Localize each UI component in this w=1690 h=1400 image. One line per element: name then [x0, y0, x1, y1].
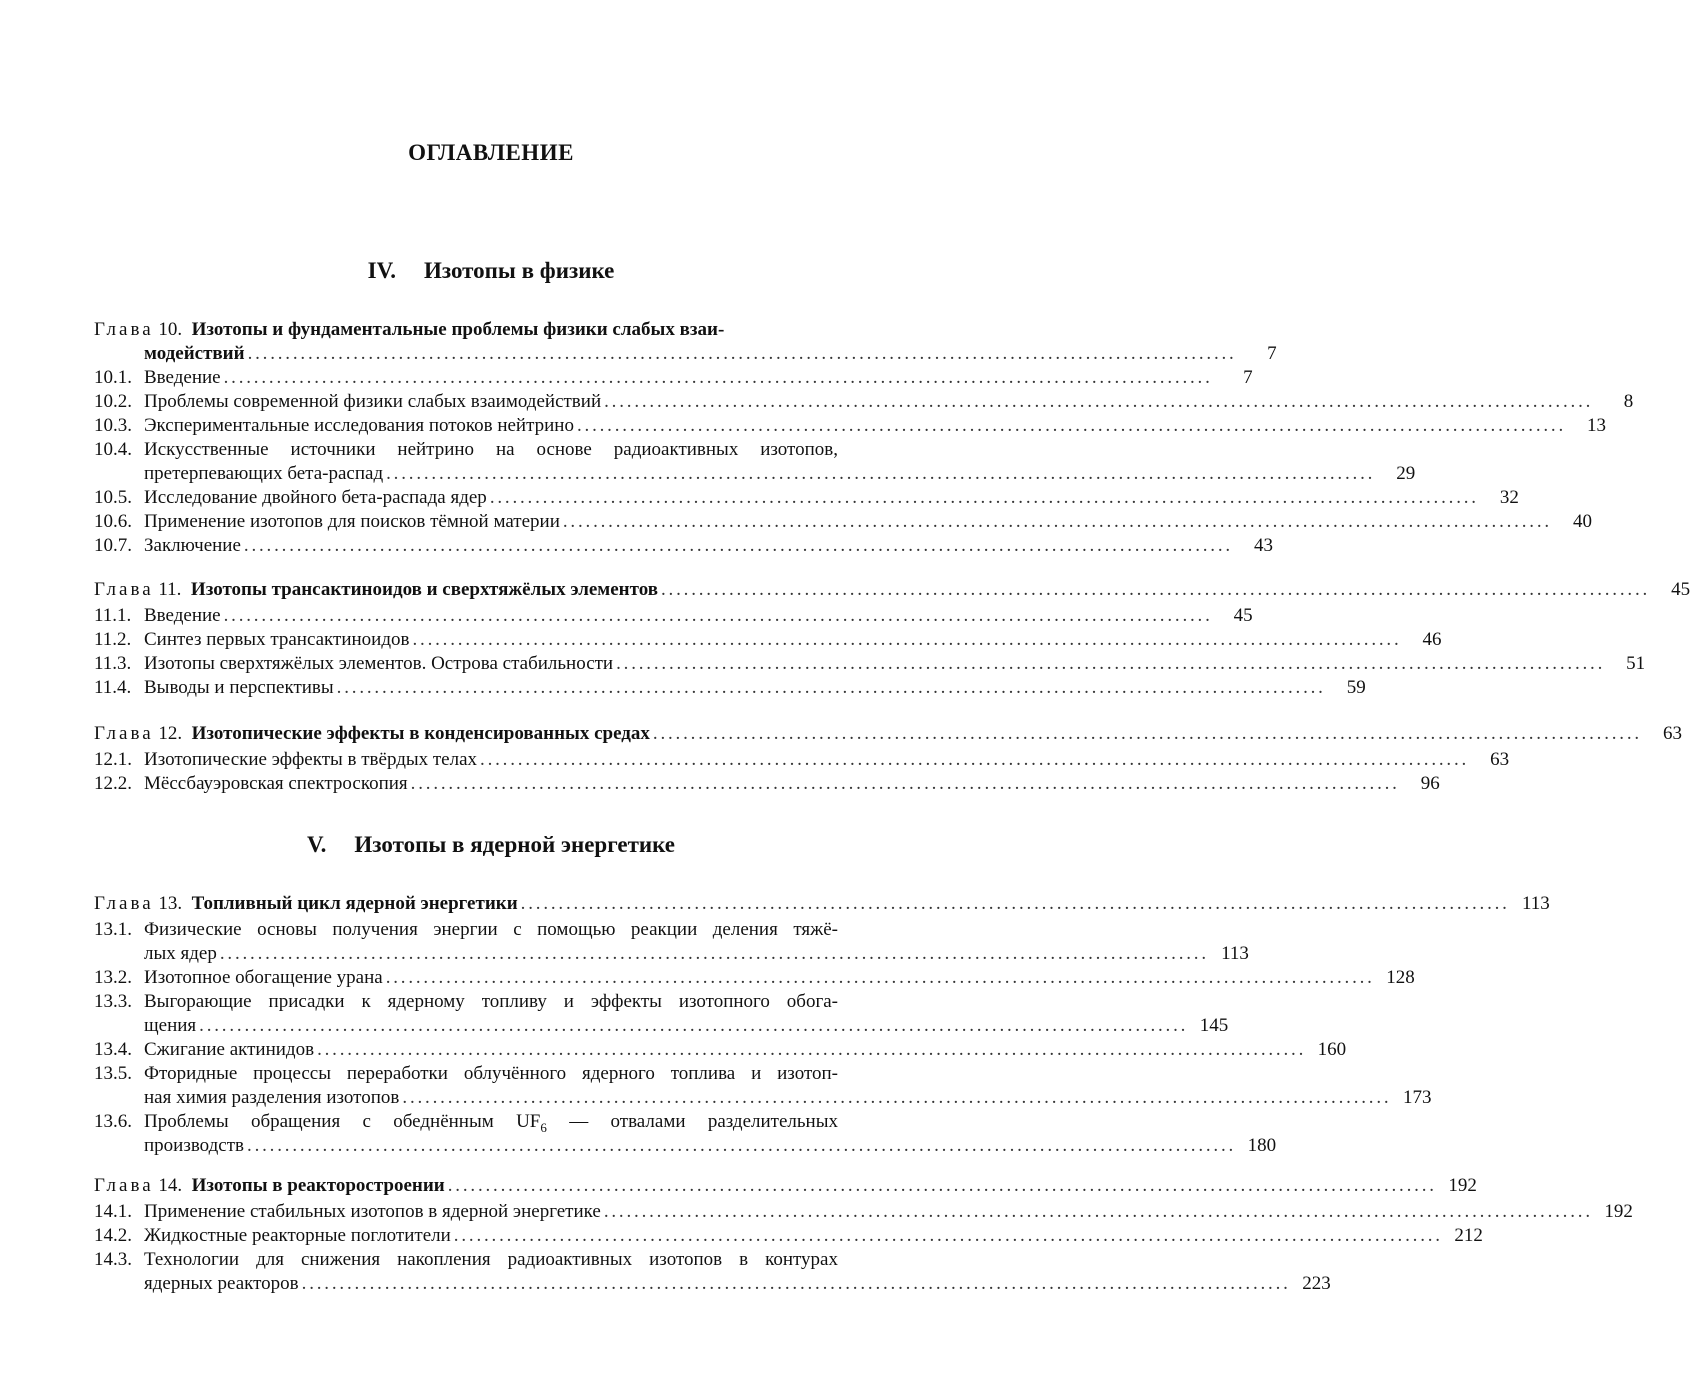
section-title: Экспериментальные исследования потоков нейтрино	[144, 415, 574, 436]
toc-entry[interactable]	[144, 748, 1510, 772]
page-number: 180	[1247, 1135, 1277, 1156]
leader-dots: ...................................................................................................................................	[453, 1225, 1443, 1246]
leader-dots: ...................................................................................................................................	[402, 1087, 1392, 1108]
page-number: 173	[1402, 1087, 1432, 1108]
leader-dots: ...................................................................................................................................	[317, 1039, 1307, 1060]
subscript: 6	[540, 1119, 547, 1135]
chapter-10-heading-cont[interactable]	[144, 342, 1277, 366]
section-number: 11.4.	[94, 677, 132, 698]
chapter-13-heading[interactable]	[94, 892, 1550, 916]
section-number: 10.6.	[94, 511, 132, 532]
leader-dots: ...................................................................................................................................	[447, 1175, 1437, 1196]
section-number: 10.2.	[94, 391, 132, 412]
section-title-cont: производств	[144, 1135, 245, 1156]
page-number: 63	[1490, 749, 1510, 770]
leader-dots: ...................................................................................................................................	[616, 653, 1606, 674]
page-number: 43	[1253, 535, 1273, 556]
section-title: Мёссбауэровская спектроскопия	[144, 773, 408, 794]
page-number: 7	[1243, 367, 1253, 388]
leader-dots: ...................................................................................................................................	[562, 511, 1552, 532]
toc-entry[interactable]	[144, 676, 1366, 700]
section-title: Применение изотопов для поисков тёмной материи	[144, 511, 560, 532]
leader-dots: ...................................................................................................................................	[412, 629, 1402, 650]
leader-dots: ...................................................................................................................................	[480, 749, 1470, 770]
page-number: 192	[1604, 1201, 1633, 1222]
toc-entry[interactable]	[144, 1224, 1483, 1248]
section-number: 11.3.	[94, 653, 132, 674]
chapter-word: Глава	[94, 723, 154, 744]
toc-entry[interactable]	[144, 628, 1442, 652]
chapter-number: 13.	[158, 893, 183, 914]
leader-dots: ...................................................................................................................................	[410, 773, 1400, 794]
chapter-title: Изотопы в реакторостроении	[191, 1175, 445, 1196]
part-number: V.	[306, 832, 327, 857]
toc-entry[interactable]	[144, 1038, 1347, 1062]
toc-entry-cont[interactable]	[144, 462, 1416, 486]
chapter-14-heading[interactable]	[94, 1174, 1477, 1198]
page-number: 212	[1454, 1225, 1483, 1246]
leader-dots: ...................................................................................................................................	[223, 605, 1213, 626]
toc-entry[interactable]	[144, 652, 1646, 676]
toc-entry-cont[interactable]	[144, 1272, 1331, 1296]
leader-dots: ...................................................................................................................................	[652, 723, 1642, 744]
section-title-cont: ная химия разделения изотопов	[144, 1087, 400, 1108]
leader-dots: ...................................................................................................................................	[386, 463, 1376, 484]
section-title: Изотопические эффекты в твёрдых телах	[144, 749, 478, 770]
section-number: 14.1.	[94, 1201, 132, 1222]
toc-entry[interactable]	[144, 1110, 838, 1134]
section-title: Сжигание актинидов	[144, 1039, 315, 1060]
page-number: 192	[1448, 1175, 1477, 1196]
section-title: Введение	[144, 367, 221, 388]
chapter-title: Изотопы и фундаментальные проблемы физики слабых взаи-	[191, 319, 725, 340]
leader-dots: ...................................................................................................................................	[604, 391, 1594, 412]
toc-entry-cont[interactable]	[144, 942, 1249, 966]
section-title: Искусственные источники нейтрино на основе радиоактивных изотопов,	[144, 439, 838, 460]
leader-dots: ...................................................................................................................................	[219, 943, 1209, 964]
page-number: 160	[1317, 1039, 1347, 1060]
section-title: Применение стабильных изотопов в ядерной энергетике	[144, 1201, 601, 1222]
section-title: Жидкостные реакторные поглотители	[144, 1225, 451, 1246]
toc-entry[interactable]	[144, 772, 1440, 796]
section-title: Выгорающие присадки к ядерному топливу и эффекты изотопного обога-	[144, 991, 838, 1012]
toc-entry[interactable]	[144, 966, 1415, 990]
chapter-title: Топливный цикл ядерной энергетики	[191, 893, 518, 914]
section-number: 13.2.	[94, 967, 132, 988]
page-number: 13	[1587, 415, 1607, 436]
leader-dots: ...................................................................................................................................	[661, 579, 1651, 600]
toc-entry[interactable]	[144, 366, 1253, 390]
section-title: Фторидные процессы переработки облучённого ядерного топлива и изотоп-	[144, 1063, 838, 1084]
toc-entry[interactable]	[144, 486, 1519, 510]
leader-dots: ...................................................................................................................................	[489, 487, 1479, 508]
chapter-number: 11.	[158, 579, 182, 600]
section-title: Проблемы современной физики слабых взаимодействий	[144, 391, 602, 412]
section-number: 10.5.	[94, 487, 132, 508]
chapter-title: Изотопы трансактиноидов и сверхтяжёлых элементов	[190, 579, 658, 600]
section-number: 14.3.	[94, 1249, 132, 1270]
toc-entry[interactable]	[144, 510, 1592, 534]
chapter-title-cont: модействий	[144, 343, 245, 364]
toc-entry[interactable]	[144, 990, 838, 1014]
section-number: 10.3.	[94, 415, 132, 436]
part-number: IV.	[367, 258, 396, 283]
page-number: 96	[1420, 773, 1440, 794]
leader-dots: ...................................................................................................................................	[603, 1201, 1593, 1222]
toc-entry[interactable]	[144, 1248, 838, 1272]
toc-entry[interactable]	[144, 604, 1253, 628]
section-title: Заключение	[144, 535, 241, 556]
page-number: 128	[1386, 967, 1415, 988]
section-title: Изотопы сверхтяжёлых элементов. Острова стабильности	[144, 653, 614, 674]
toc-entry[interactable]	[144, 1200, 1633, 1224]
page-number: 145	[1199, 1015, 1229, 1036]
page-number: 7	[1267, 343, 1277, 364]
section-title: Физические основы получения энергии с помощью реакции деления тяжё-	[144, 919, 838, 940]
section-number: 14.2.	[94, 1225, 132, 1246]
leader-dots: ...................................................................................................................................	[385, 967, 1375, 988]
chapter-word: Глава	[94, 319, 154, 340]
section-title: Проблемы обращения с обеднённым $UF_6$ — отвалами разделительных	[144, 1111, 838, 1135]
section-title: Введение	[144, 605, 221, 626]
section-title-cont: ядерных реакторов	[144, 1273, 299, 1294]
page-number: 113	[1521, 893, 1550, 914]
section-number: 13.1.	[94, 919, 132, 940]
leader-dots: ...................................................................................................................................	[576, 415, 1567, 436]
section-title-cont: претерпевающих бета-распад	[144, 463, 384, 484]
page-number: 46	[1422, 629, 1442, 650]
toc-entry[interactable]	[144, 390, 1634, 414]
section-title-cont: щения	[144, 1015, 197, 1036]
page-number: 223	[1302, 1273, 1331, 1294]
leader-dots: ...................................................................................................................................	[247, 1135, 1237, 1156]
leader-dots: ...................................................................................................................................	[520, 893, 1510, 914]
page-number: 8	[1623, 391, 1634, 412]
page-number: 45	[1233, 605, 1253, 626]
section-title-cont: лых ядер	[144, 943, 217, 964]
section-title: Изотопное обогащение урана	[144, 967, 383, 988]
chapter-word: Глава	[94, 893, 154, 914]
page-number: 51	[1626, 653, 1646, 674]
toc-entry-cont[interactable]	[144, 1086, 1432, 1110]
section-title: Выводы и перспективы	[144, 677, 334, 698]
chapter-10-heading[interactable]	[94, 318, 886, 342]
page-number: 32	[1499, 487, 1519, 508]
section-number: 10.7.	[94, 535, 132, 556]
toc-entry-cont[interactable]	[144, 1014, 1229, 1038]
chapter-number: 14.	[158, 1175, 183, 1196]
leader-dots: ...................................................................................................................................	[336, 677, 1326, 698]
chapter-word: Глава	[94, 579, 154, 600]
toc-entry[interactable]	[144, 414, 1607, 438]
page-number: 113	[1221, 943, 1249, 964]
section-number: 13.6.	[94, 1111, 132, 1132]
section-number: 11.2.	[94, 629, 132, 650]
page-number: 45	[1671, 579, 1690, 600]
chapter-number: 12.	[158, 723, 183, 744]
section-title: Исследование двойного бета-распада ядер	[144, 487, 487, 508]
page-number: 40	[1572, 511, 1592, 532]
leader-dots: ...................................................................................................................................	[223, 367, 1213, 388]
section-title: Синтез первых трансактиноидов	[144, 629, 410, 650]
section-number: 12.1.	[94, 749, 132, 770]
chapter-number: 10.	[158, 319, 183, 340]
toc-entry[interactable]	[144, 918, 838, 942]
part-title: Изотопы в физике	[423, 258, 615, 283]
section-number: 13.5.	[94, 1063, 132, 1084]
chapter-12-heading[interactable]	[94, 722, 1682, 746]
section-number: 10.4.	[94, 439, 132, 460]
chapter-title: Изотопические эффекты в конденсированных средах	[191, 723, 650, 744]
leader-dots: ...................................................................................................................................	[243, 535, 1233, 556]
page-number: 59	[1346, 677, 1366, 698]
leader-dots: ...................................................................................................................................	[247, 343, 1237, 364]
toc-entry-cont[interactable]	[144, 1134, 1277, 1158]
leader-dots: ...................................................................................................................................	[199, 1015, 1189, 1036]
section-number: 13.4.	[94, 1039, 132, 1060]
toc-entry[interactable]	[144, 1062, 838, 1086]
part-heading-v	[0, 832, 982, 858]
section-number: 10.1.	[94, 367, 132, 388]
chapter-11-heading[interactable]	[94, 578, 1690, 602]
section-number: 11.1.	[94, 605, 132, 626]
section-number: 12.2.	[94, 773, 132, 794]
page-number: 29	[1396, 463, 1416, 484]
toc-entry[interactable]	[144, 438, 838, 462]
section-number: 13.3.	[94, 991, 132, 1012]
page-number: 63	[1662, 723, 1682, 744]
part-title: Изотопы в ядерной энергетике	[354, 832, 676, 857]
part-heading-iv	[0, 258, 982, 284]
page-title: ОГЛАВЛЕНИЕ	[408, 140, 574, 165]
section-title: Технологии для снижения накопления радиоактивных изотопов в контурах	[144, 1249, 838, 1270]
toc-entry[interactable]	[144, 534, 1273, 558]
chapter-word: Глава	[94, 1175, 154, 1196]
leader-dots: ...................................................................................................................................	[301, 1273, 1291, 1294]
